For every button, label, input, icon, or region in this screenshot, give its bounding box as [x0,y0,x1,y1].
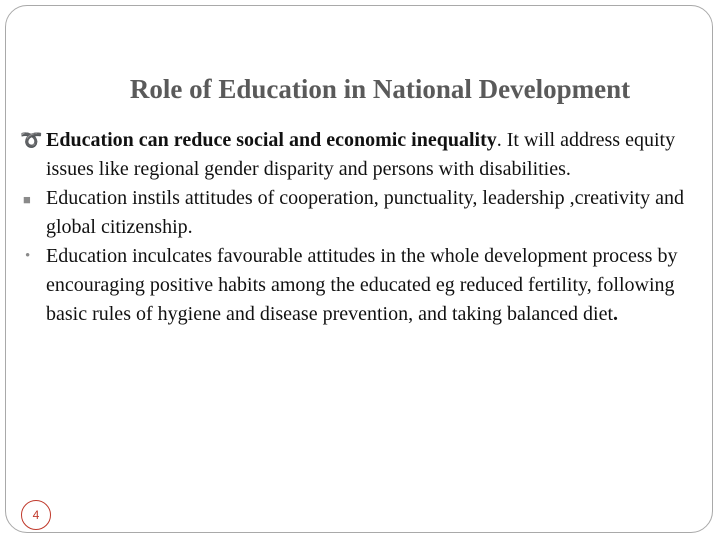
slide-frame [5,5,713,533]
slide-title: Role of Education in National Development [129,74,631,104]
square-bullet-icon: ■ [23,192,31,207]
bullet-end-text: . [613,303,619,325]
bullet-text: . It will address equity issues like regional gender disparity and persons with disabilities. [46,129,676,180]
bullet-item [20,242,708,329]
bullet-text: Education instils attitudes of cooperation, punctuality, leadership ,creativity and global citizenship. [46,187,684,238]
bullet-item [20,184,708,242]
swirl-bullet-icon: ➰ [20,130,43,150]
bullet-item [20,126,708,184]
page-number: 4 [21,500,51,530]
bullet-text: Education inculcates favourable attitudes in the whole development process by encouraging positive habits among the educated eg reduced fertility, following basic rules of hygiene and disease prevention, and taking balanced diet [46,245,678,325]
dot-bullet-icon: • [25,248,31,264]
slide-body [20,126,708,329]
bullet-bold-text: Education can reduce social and economic inequality [46,129,497,151]
